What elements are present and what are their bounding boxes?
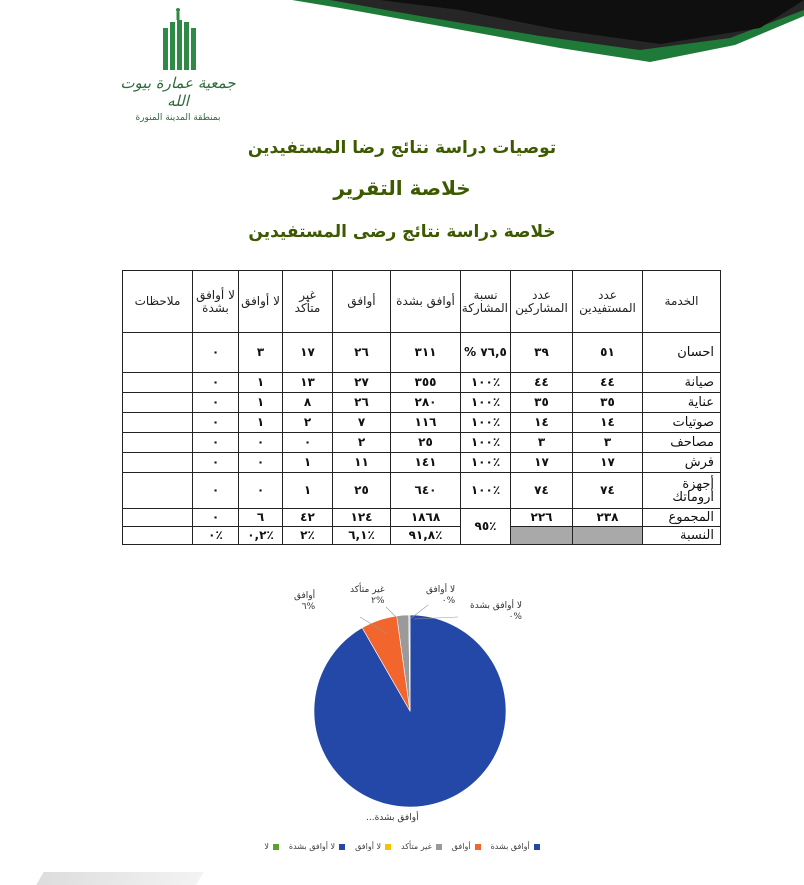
header-cell: عدد المستفيدين [573, 271, 643, 333]
pie-label-disagree [426, 585, 455, 607]
table-cell: ٠ [193, 473, 239, 509]
table-cell: ٪٠,٢ [239, 527, 283, 545]
row-label-cell: النسبة [643, 527, 721, 545]
legend-swatch [436, 844, 442, 850]
row-label-cell: فرش [643, 453, 721, 473]
header-cell: أوافق [333, 271, 391, 333]
legend-swatch [273, 844, 279, 850]
legend-label: لا أوافق [355, 842, 382, 851]
table-cell: ٨ [283, 393, 333, 413]
page-edge-shadow [36, 872, 204, 885]
pie-chart [128, 565, 722, 835]
legend-swatch [385, 844, 391, 850]
table-ratio-row [123, 527, 721, 545]
pie-label-strongly-disagree [470, 601, 522, 623]
pie-label-unsure [350, 585, 385, 607]
table-row [123, 433, 721, 453]
table-row [123, 393, 721, 413]
table-row [123, 413, 721, 433]
table-cell: ٠ [193, 333, 239, 373]
table-cell: ٣٥٥ [391, 373, 461, 393]
header-cell: لا أوافق [239, 271, 283, 333]
table-cell: ٢٥ [391, 433, 461, 453]
pie-label-strongly-disagree-name: لا أوافق بشدة [470, 601, 522, 611]
pie-chart-panel [128, 565, 722, 865]
table-cell: ١٤١ [391, 453, 461, 473]
logo-subtitle: بمنطقة المدينة المنورة [135, 113, 221, 123]
table-cell: ٠ [239, 433, 283, 453]
table-cell [123, 373, 193, 393]
table-cell: ٪٢ [283, 527, 333, 545]
table-cell: ٤٤ [511, 373, 573, 393]
table-cell: ٪٠ [193, 527, 239, 545]
pie-label-disagree-name: لا أوافق [426, 585, 456, 595]
table-cell: ٣ [239, 333, 283, 373]
table-cell: ١٤ [573, 413, 643, 433]
table-cell [123, 473, 193, 509]
table-cell: ٦٤٠ [391, 473, 461, 509]
legend-label: أوافق [451, 842, 471, 851]
table-row [123, 373, 721, 393]
organization-logo [112, 6, 244, 123]
table-cell: ٢٨٠ [391, 393, 461, 413]
pie-label-unsure-name: غير متأكد [350, 585, 385, 595]
legend-label: لا [264, 842, 269, 851]
table-cell: ٣٥ [511, 393, 573, 413]
legend-item [289, 842, 345, 851]
table-cell: ٪٩٥ [461, 509, 511, 545]
table-cell [123, 413, 193, 433]
row-label-cell: المجموع [643, 509, 721, 527]
table-cell: ٣ [573, 433, 643, 453]
pie-label-unsure-value: %٢ [371, 596, 385, 606]
chart-legend [0, 842, 804, 851]
table-cell: ٠ [193, 373, 239, 393]
section-title: خلاصة التقرير [333, 176, 471, 200]
table-cell: ١٤ [511, 413, 573, 433]
table-cell: ١١٦ [391, 413, 461, 433]
table-cell: ٢٧ [333, 373, 391, 393]
table-cell [123, 393, 193, 413]
table-cell [123, 527, 193, 545]
table-cell: ٠ [283, 433, 333, 453]
legend-label: غير متأكد [401, 842, 432, 851]
table-cell: ١ [239, 393, 283, 413]
table-cell: ٪١٠٠ [461, 373, 511, 393]
table-cell: ٢ [333, 433, 391, 453]
pie-label-agree-value: %٦ [301, 602, 316, 612]
table-cell: ٣٩ [511, 333, 573, 373]
table-cell: ١ [283, 453, 333, 473]
table-cell [123, 333, 193, 373]
legend-label: لا أوافق بشدة [288, 842, 336, 851]
legend-label: أوافق بشدة [490, 842, 530, 851]
legend-item [491, 842, 540, 851]
legend-item [264, 842, 279, 851]
table-cell: ٠ [239, 453, 283, 473]
table-cell: ١٧ [283, 333, 333, 373]
results-table [122, 270, 721, 545]
header-cell: لا أوافق بشدة [193, 271, 239, 333]
table-cell: ٠ [193, 509, 239, 527]
table-cell [511, 527, 573, 545]
table-cell: ٢٢٦ [511, 509, 573, 527]
table-cell: ١٢٤ [333, 509, 391, 527]
sub-title: خلاصة دراسة نتائج رضى المستفيدين [248, 222, 556, 242]
table-cell: ٪١٠٠ [461, 413, 511, 433]
table-cell: ١٣ [283, 373, 333, 393]
table-cell: ٤٤ [573, 373, 643, 393]
table-cell: ٥١ [573, 333, 643, 373]
row-label-cell: صيانة [643, 373, 721, 393]
table-cell [123, 433, 193, 453]
row-label-cell: أجهزة أروماتك [643, 473, 721, 509]
row-label-cell: عناية [643, 393, 721, 413]
row-label-cell: مصاحف [643, 433, 721, 453]
table-cell: ٪١٠٠ [461, 473, 511, 509]
table-cell: ٧٦,٥ % [461, 333, 511, 373]
table-cell: ٪١٠٠ [461, 393, 511, 413]
table-cell: ١٧ [511, 453, 573, 473]
table-row [123, 473, 721, 509]
table-cell: ٠ [193, 393, 239, 413]
table-cell: ٢٦ [333, 333, 391, 373]
table-cell: ١ [239, 373, 283, 393]
header-cell: غير متأكد [283, 271, 333, 333]
table-row [123, 333, 721, 373]
header-cell: أوافق بشدة [391, 271, 461, 333]
table-cell: ١١ [333, 453, 391, 473]
pie-label-strongly-disagree-value: %٠ [508, 612, 522, 622]
table-cell [123, 509, 193, 527]
table-cell: ٧ [333, 413, 391, 433]
legend-item [355, 842, 391, 851]
table-cell: ٣ [511, 433, 573, 453]
table-cell: ٪٦,١ [333, 527, 391, 545]
table-row [123, 453, 721, 473]
table-cell: ٢ [283, 413, 333, 433]
table-cell: ٪١٠٠ [461, 433, 511, 453]
table-cell: ٠ [193, 413, 239, 433]
table-cell: ٢٦ [333, 393, 391, 413]
legend-swatch [534, 844, 540, 850]
table-cell: ١٨٦٨ [391, 509, 461, 527]
row-label-cell: صوتيات [643, 413, 721, 433]
table-cell: ٢٣٨ [573, 509, 643, 527]
table-cell: ٧٤ [511, 473, 573, 509]
table-cell [573, 527, 643, 545]
header-cell: عدد المشاركين [511, 271, 573, 333]
table-cell: ٣٥ [573, 393, 643, 413]
table-cell: ٠ [239, 473, 283, 509]
table-cell: ٠ [193, 433, 239, 453]
header-cell: الخدمة [643, 271, 721, 333]
table-total-row [123, 509, 721, 527]
table-header-row [123, 271, 721, 333]
table-cell: ١ [283, 473, 333, 509]
pie-label-agree-name: أوافق [294, 591, 316, 601]
table-cell: ٦ [239, 509, 283, 527]
main-title: توصيات دراسة نتائج رضا المستفيدين [247, 138, 557, 158]
header-cell: ملاحظات [123, 271, 193, 333]
pie-label-agree [294, 591, 315, 613]
table-cell: ٢٥ [333, 473, 391, 509]
legend-item [401, 842, 442, 851]
table-cell: ٪٩١,٨ [391, 527, 461, 545]
table-cell: ٠ [193, 453, 239, 473]
table-cell: ٣١١ [391, 333, 461, 373]
legend-swatch [339, 844, 345, 850]
table-cell: ٤٢ [283, 509, 333, 527]
mosque-minaret-icon [153, 6, 203, 72]
row-label-cell: احسان [643, 333, 721, 373]
pie-label-strongly-agree: أوافق بشدة... [366, 813, 419, 823]
legend-swatch [475, 844, 481, 850]
table-cell [123, 453, 193, 473]
pie-label-disagree-value: %٠ [441, 596, 456, 606]
table-cell: ٧٤ [573, 473, 643, 509]
legend-item [452, 842, 481, 851]
table-cell: ١ [239, 413, 283, 433]
table-cell: ١٧ [573, 453, 643, 473]
logo-name: جمعية عمارة بيوت الله [120, 74, 236, 110]
header-cell: نسبة المشاركة [461, 271, 511, 333]
table-cell: ٪١٠٠ [461, 453, 511, 473]
